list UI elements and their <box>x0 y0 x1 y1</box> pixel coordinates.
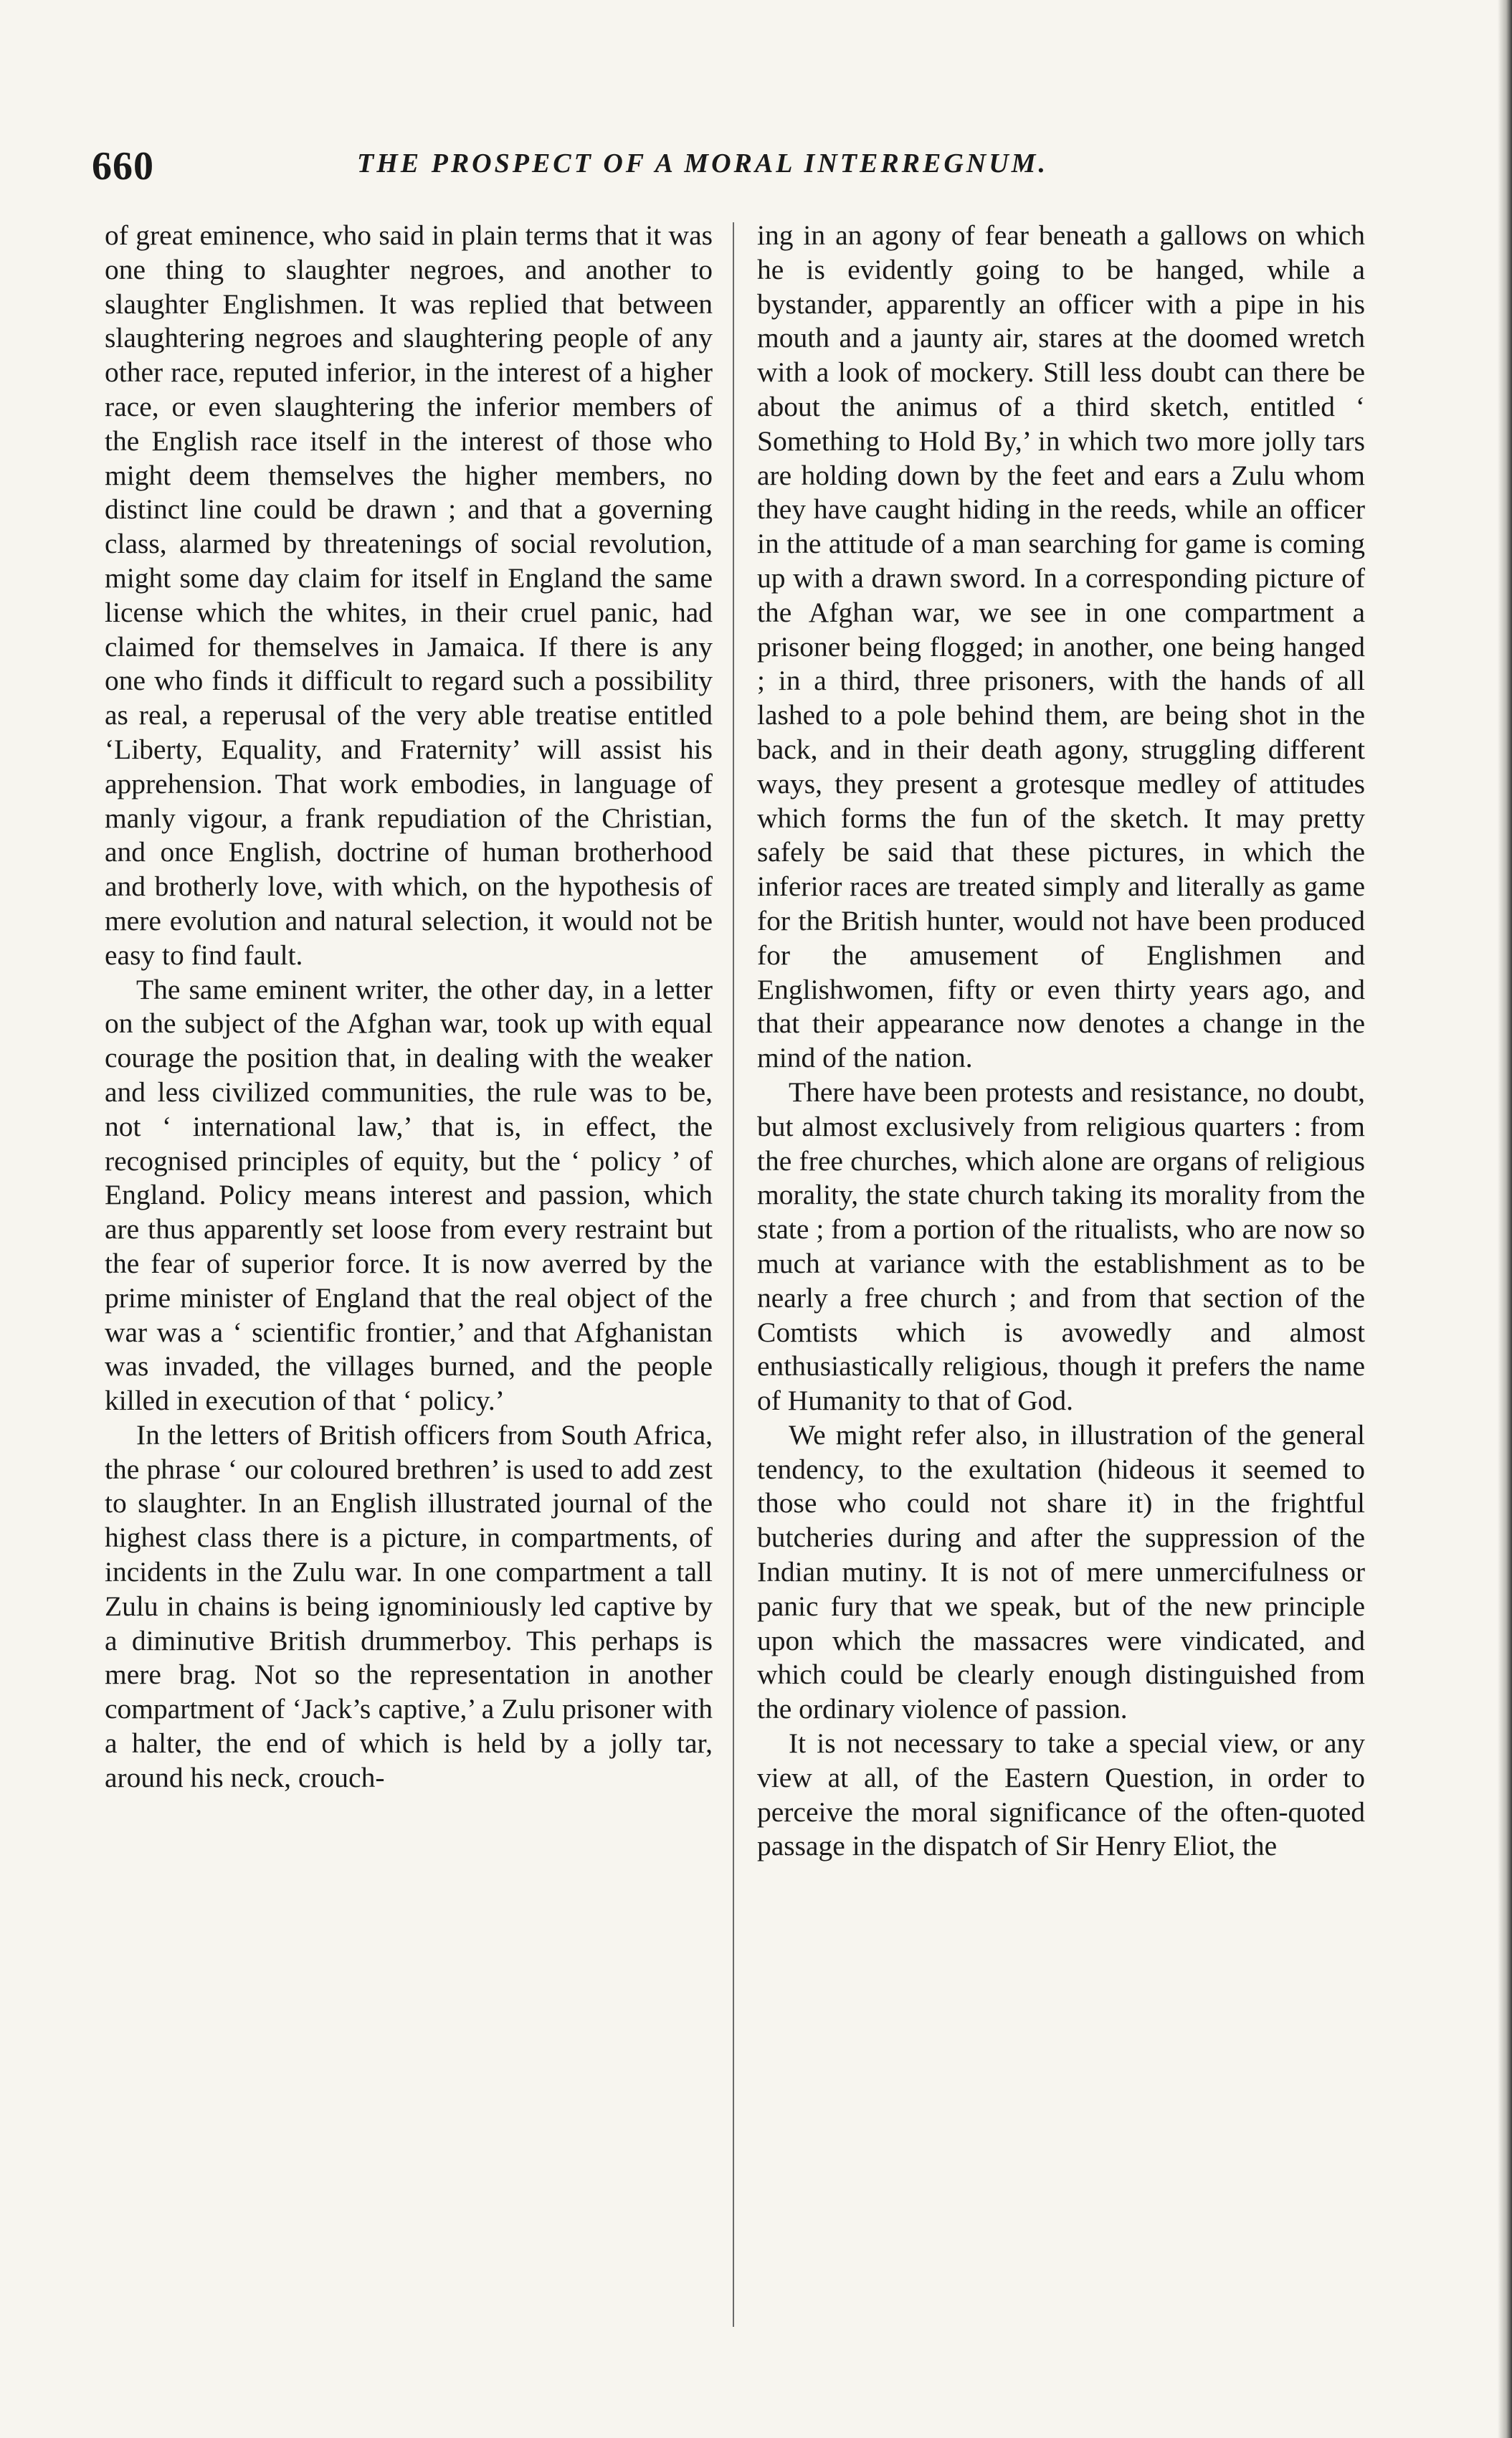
page-number: 660 <box>92 144 154 189</box>
page-header <box>92 138 1454 202</box>
paragraph: In the letters of British officers from South Africa, the phrase ‘ our coloured brethren’ is used to add zest to slaughter. In an English illustrated journal of the highest class there is a picture, in compartments, of incidents in the Zulu war. In one compartment a tall Zulu in chains is being ignominiously led captive by a diminutive British drummerboy. This perhaps is mere brag. Not so the representation in another compartment of ‘Jack’s captive,’ a Zulu prisoner with a halter, the end of which is held by a jolly tar, around his neck, crouch- <box>105 1418 713 1793</box>
paragraph: There have been protests and resistance, no doubt, but almost exclusively from religious quarters : from the free churches, which alone are organs of religious morality, the state church taking its morality from the state ; from a portion of the ritualists, who are now so much at variance with the establishment as to be nearly a free church ; and from that section of the Comtists which is avowedly and almost enthusiastically religious, though it prefers the name of Humanity to that of God. <box>757 1076 1365 1417</box>
paragraph: ing in an agony of fear beneath a gallows on which he is evidently going to be hanged, while a bystander, apparently an officer with a pipe in his mouth and a jaunty air, stares at the doomed wretch with a look of mockery. Still less doubt can there be about the animus of a third sketch, entitled ‘ Something to Hold By,’ in which two more jolly tars are holding down by the feet and ears a Zulu whom they have caught hiding in the reeds, while an officer in the attitude of a man searching for game is coming up with a drawn sword. In a corresponding picture of the Afghan war, we see in one compartment a prisoner being flogged; in another, one being hanged ; in a third, three prisoners, with the hands of all lashed to a pole behind them, are being shot in the back, and in their death agony, struggling different ways, they present a grotesque medley of attitudes which forms the fun of the sketch. It may pretty safely be said that these pictures, in which the inferior races are treated simply and literally as game for the British hunter, would not have been produced for the amusement of Englishmen and Englishwomen, fifty or even thirty years ago, and that their appearance now denotes a change in the mind of the nation. <box>757 219 1365 1074</box>
paragraph: The same eminent writer, the other day, in a letter on the subject of the Afghan war, took up with equal courage the position that, in dealing with the weaker and less civilized communities, the rule was to be, not ‘ international law,’ that is, in effect, the recognised principles of equity, but the ‘ policy ’ of England. Policy means interest and passion, which are thus apparently set loose from every restraint but the fear of superior force. It is now averred by the prime minister of England that the real object of the war was a ‘ scientific frontier,’ and that Afghanistan was invaded, the villages burned, and the people killed in execution of that ‘ policy.’ <box>105 973 713 1417</box>
paragraph: We might refer also, in illustration of the general tendency, to the exultation (hideous it seemed to those who could not share it) in the frightful butcheries during and after the suppression of the Indian mutiny. It is not of mere unmercifulness or panic fury that we speak, but of the new principle upon which the massacres were vindicated, and which could be clearly enough distinguished from the ordinary violence of passion. <box>757 1418 1365 1725</box>
right-column <box>757 219 1365 1864</box>
page-edge <box>1498 0 1512 2438</box>
running-title: THE PROSPECT OF A MORAL INTERREGNUM. <box>357 148 1048 179</box>
left-column <box>105 219 713 1796</box>
paragraph: of great eminence, who said in plain terms that it was one thing to slaughter negroes, and another to slaughter Englishmen. It was replied that between slaughtering negroes and slaughtering people of any other race, reputed inferior, in the interest of a higher race, or even slaughtering the inferior members of the English race itself in the interest of those who might deem themselves the higher members, no distinct line could be drawn ; and that a governing class, alarmed by threatenings of social revolution, might some day claim for itself in England the same license which the whites, in their cruel panic, had claimed for themselves in Jamaica. If there is any one who finds it difficult to regard such a possibility as real, a reperusal of the very able treatise entitled ‘Liberty, Equality, and Fraternity’ will assist his apprehension. That work embodies, in language of manly vigour, a frank repudiation of the Christian, and once English, doctrine of human brotherhood and brotherly love, with which, on the hypothesis of mere evolution and natural selection, it would not be easy to find fault. <box>105 219 713 971</box>
column-divider <box>733 222 734 2327</box>
paragraph: It is not necessary to take a special view, or any view at all, of the Eastern Question, in order to perceive the moral significance of the often-quoted passage in the dispatch of Sir Henry Eliot, the <box>757 1727 1365 1862</box>
